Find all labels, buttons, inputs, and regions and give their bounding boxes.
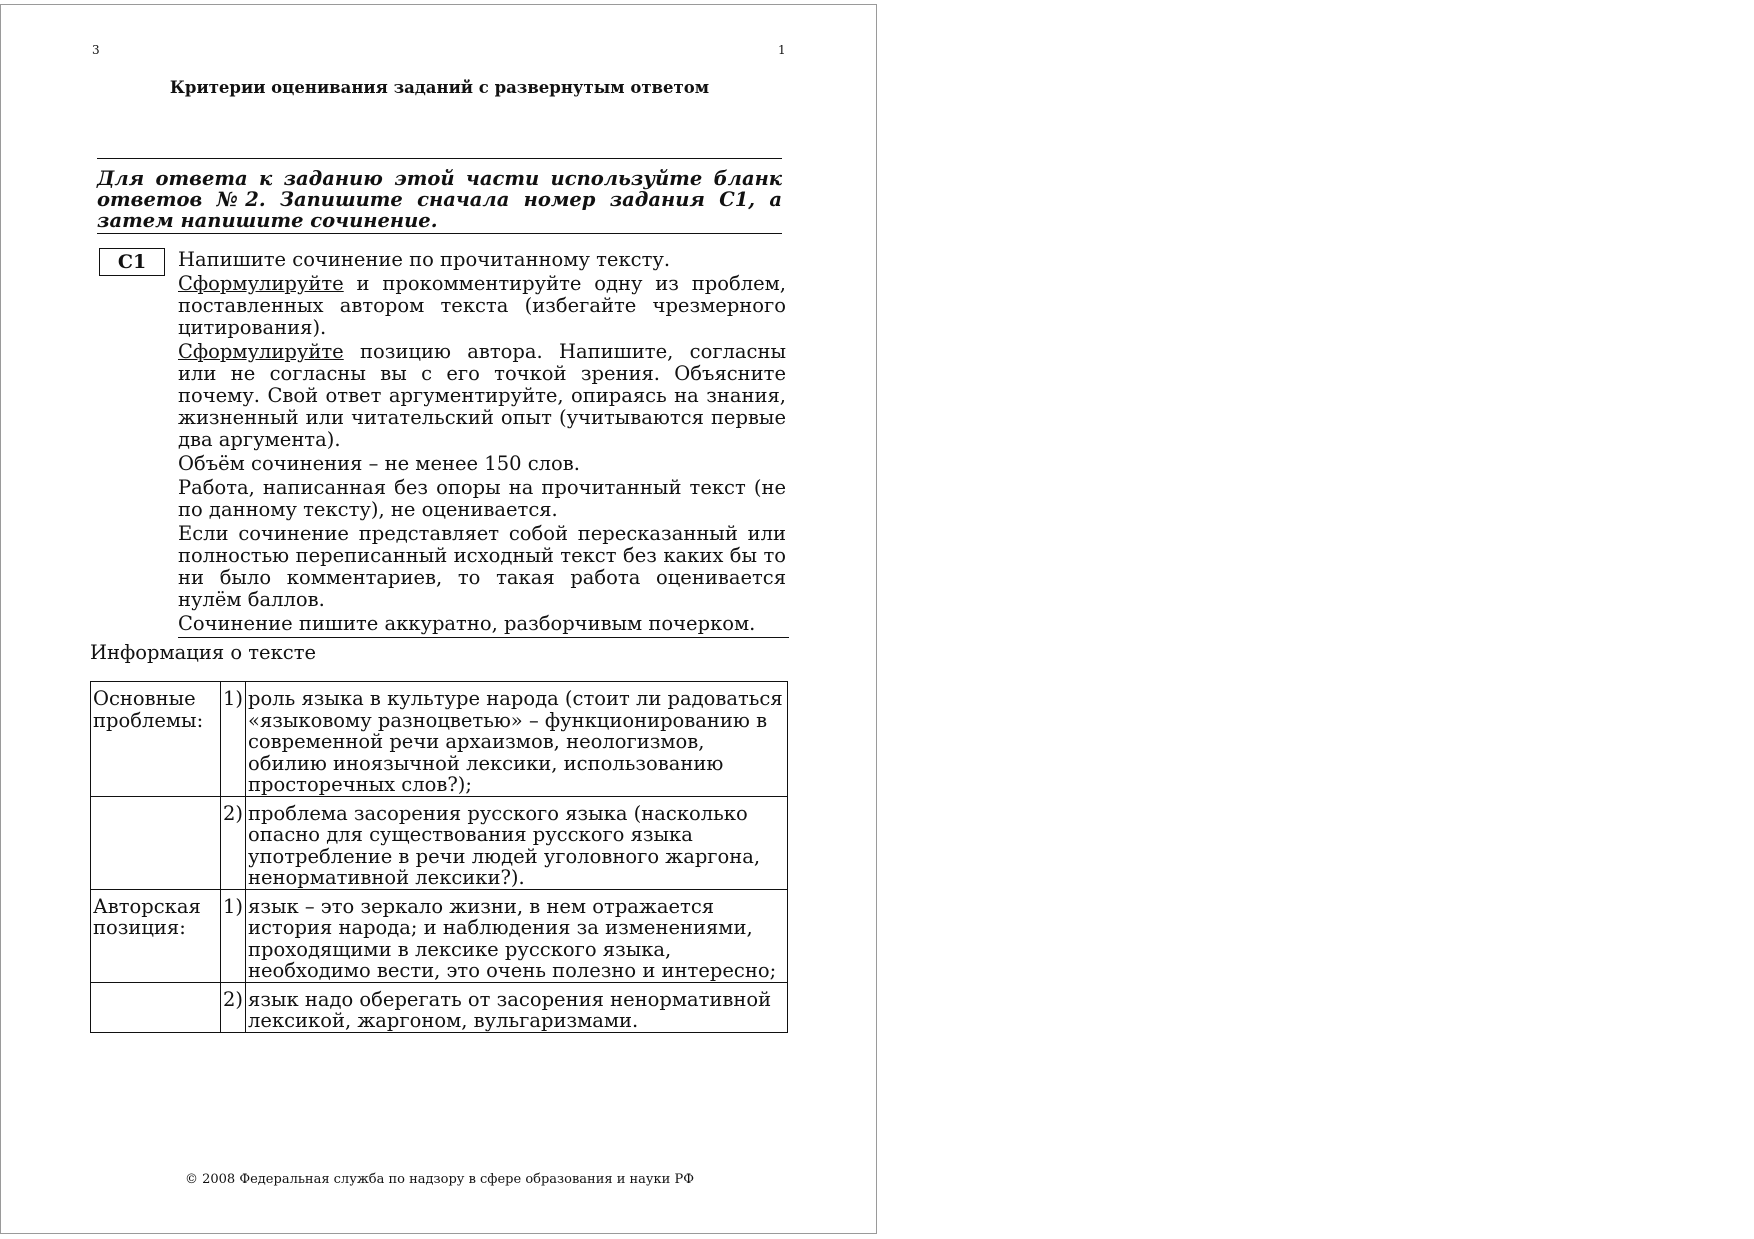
copyright-footer: © 2008 Федеральная служба по надзору в сфере образования и науки РФ bbox=[184, 1172, 695, 1187]
task-paragraph: Работа, написанная без опоры на прочитанный текст (не по данному тексту), не оценивается. bbox=[178, 476, 786, 521]
task-paragraph: Сочинение пишите аккуратно, разборчивым почерком. bbox=[178, 613, 789, 638]
task-label-box: С1 bbox=[99, 248, 165, 276]
table-cell-number: 2) bbox=[221, 982, 246, 1032]
task-text bbox=[178, 249, 786, 640]
instruction-block: Для ответа к заданию этой части используйте бланк ответов №2. Запишите сначала номер задания С1, а затем напишите сочинение. bbox=[97, 158, 782, 234]
table-row bbox=[91, 889, 788, 982]
table-cell-number: 1) bbox=[221, 682, 246, 797]
task-paragraph-text: позицию автора. Напишите, согласны или не согласны вы с его точкой зрения. Объясните почему. Свой ответ аргументируйте, опираясь на знания, жизненный или читательский опыт (учитываются первые два аргумента). bbox=[178, 340, 786, 451]
table-cell-text: роль языка в культуре народа (стоит ли радоваться «языковому разноцветью» – функционированию в современной речи архаизмов, неологизмов, обилию иноязычной лексики, использованию просторечных слов?); bbox=[246, 682, 788, 797]
table-cell-category bbox=[91, 796, 221, 889]
table-cell-text: проблема засорения русского языка (насколько опасно для существования русского языка употребление в речи людей уголовного жаргона, ненормативной лексики?). bbox=[246, 796, 788, 889]
task-paragraph: Если сочинение представляет собой пересказанный или полностью переписанный исходный текст без каких бы то ни было комментариев, то такая работа оценивается нулём баллов. bbox=[178, 522, 786, 611]
table-cell-number: 1) bbox=[221, 889, 246, 982]
table-cell-category: Основные проблемы: bbox=[91, 682, 221, 797]
task-paragraph-text: и прокомментируйте одну из проблем, поставленных автором текста (избегайте чрезмерного цитирования). bbox=[178, 272, 786, 339]
table-cell-number: 2) bbox=[221, 796, 246, 889]
text-info-table bbox=[90, 681, 788, 1033]
page-title: Критерии оценивания заданий с развернутым ответом bbox=[169, 78, 710, 97]
table-cell-text: язык надо оберегать от засорения ненормативной лексикой, жаргоном, вульгаризмами. bbox=[246, 982, 788, 1032]
table-cell-category: Авторская позиция: bbox=[91, 889, 221, 982]
document-page bbox=[0, 4, 877, 1234]
task-paragraph bbox=[178, 341, 786, 451]
task-paragraph: Объём сочинения – не менее 150 слов. bbox=[178, 452, 580, 475]
page-number-left: 3 bbox=[92, 43, 100, 57]
table-cell-text: язык – это зеркало жизни, в нем отражается история народа; и наблюдения за изменениями, проходящими в лексике русского языка, необходимо вести, это очень полезно и интересно; bbox=[246, 889, 788, 982]
table-row bbox=[91, 982, 788, 1032]
table-cell-category bbox=[91, 982, 221, 1032]
info-label: Информация о тексте bbox=[90, 641, 317, 664]
underlined-word: Сформулируйте bbox=[178, 272, 344, 295]
task-paragraph: Напишите сочинение по прочитанному тексту. bbox=[178, 248, 671, 271]
table-row bbox=[91, 682, 788, 797]
table-row bbox=[91, 796, 788, 889]
page-number-right: 1 bbox=[778, 43, 786, 57]
underlined-word: Сформулируйте bbox=[178, 340, 344, 363]
task-paragraph bbox=[178, 273, 786, 339]
